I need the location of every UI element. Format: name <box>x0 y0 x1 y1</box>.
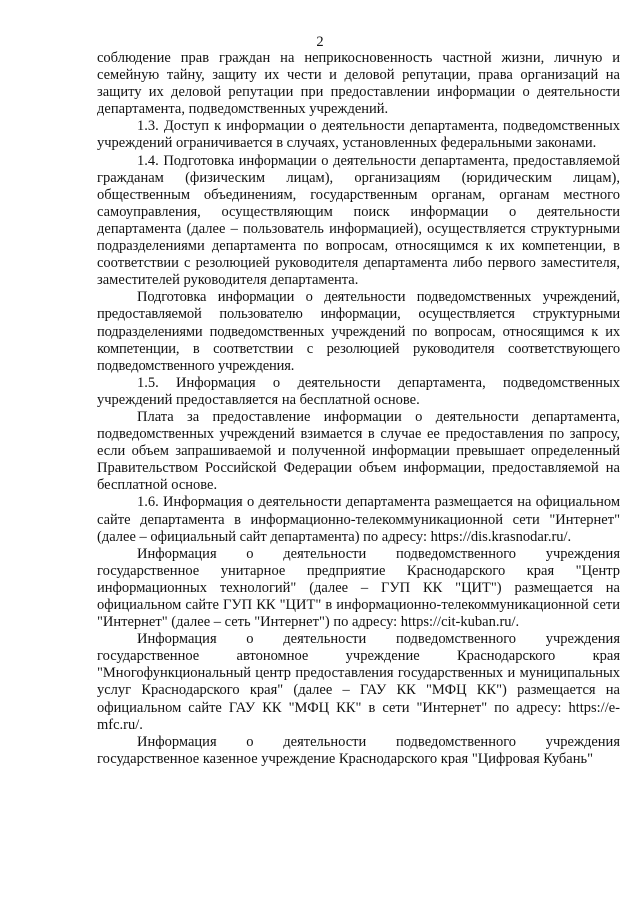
paragraph-mfc: Информация о деятельности подведомственного учреждения государственное автономное учреждение Краснодарского края "Многофункциональный центр предоставления государственных и муниципальных услуг Краснодарского края" (далее – ГАУ КК "МФЦ КК") размещается на официальном сайте ГАУ КК "МФЦ КК" в сети "Интернет" по адресу: https://e-mfc.ru/. <box>97 631 620 733</box>
page-number: 2 <box>316 34 324 50</box>
paragraph-1-6: 1.6. Информация о деятельности департамента размещается на официальном сайте департамента в информационно-телекоммуникационной сети "Интернет" (далее – официальный сайт департамента) по адресу: https://dis.krasnodar.ru/. <box>97 494 620 545</box>
paragraph-cit: Информация о деятельности подведомственного учреждения государственное унитарное предприятие Краснодарского края "Центр информационных технологий" (далее – ГУП КК "ЦИТ") размещается на официальном сайте ГУП КК "ЦИТ" в информационно-телекоммуникационной сети "Интернет" (далее – сеть "Интернет") по адресу: https://cit-kuban.ru/. <box>97 545 620 631</box>
paragraph-1-4: 1.4. Подготовка информации о деятельности департамента, предоставляемой гражданам (физическим лицам), организациям (юридическим лицам), общественным объединениям, государственным органам, органам местного самоуправления, осуществляющим поиск информации о деятельности департамента (далее – пользователь информацией), осуществляется структурными подразделениями департамента по вопросам, относящимся к их компетенции, в соответствии с резолюцией руководителя департамента либо первого заместителя, заместителей руководителя департамента. <box>97 152 620 289</box>
paragraph-continuation: соблюдение прав граждан на неприкосновенность частной жизни, личную и семейную тайну, защиту их чести и деловой репутации, права организаций на защиту их деловой репутации при предоставлении информации о деятельности департамента, подведомственных учреждений. <box>97 50 620 118</box>
paragraph-digital-kuban: Информация о деятельности подведомственного учреждения государственное казенное учреждение Краснодарского края "Цифровая Кубань" <box>97 733 620 767</box>
paragraph-1-3: 1.3. Доступ к информации о деятельности департамента, подведомственных учреждений ограничивается в случаях, установленных федеральными законами. <box>97 118 620 152</box>
paragraph-1-5: 1.5. Информация о деятельности департамента, подведомственных учреждений предоставляется на бесплатной основе. <box>97 374 620 408</box>
paragraph-subordinate-preparation: Подготовка информации о деятельности подведомственных учреждений, предоставляемой пользователю информации, осуществляется структурными подразделениями подведомственных учреждений по вопросам, относящимся к их компетенции, в соответствии с резолюцией руководителя соответствующего подведомственного учреждения. <box>97 289 620 374</box>
paragraph-fee: Плата за предоставление информации о деятельности департамента, подведомственных учреждений взимается в случае ее предоставления по запросу, если объем запрашиваемой и полученной информации превышает определенный Правительством Российской Федерации объем информации, предоставляемой на бесплатной основе. <box>97 408 620 494</box>
